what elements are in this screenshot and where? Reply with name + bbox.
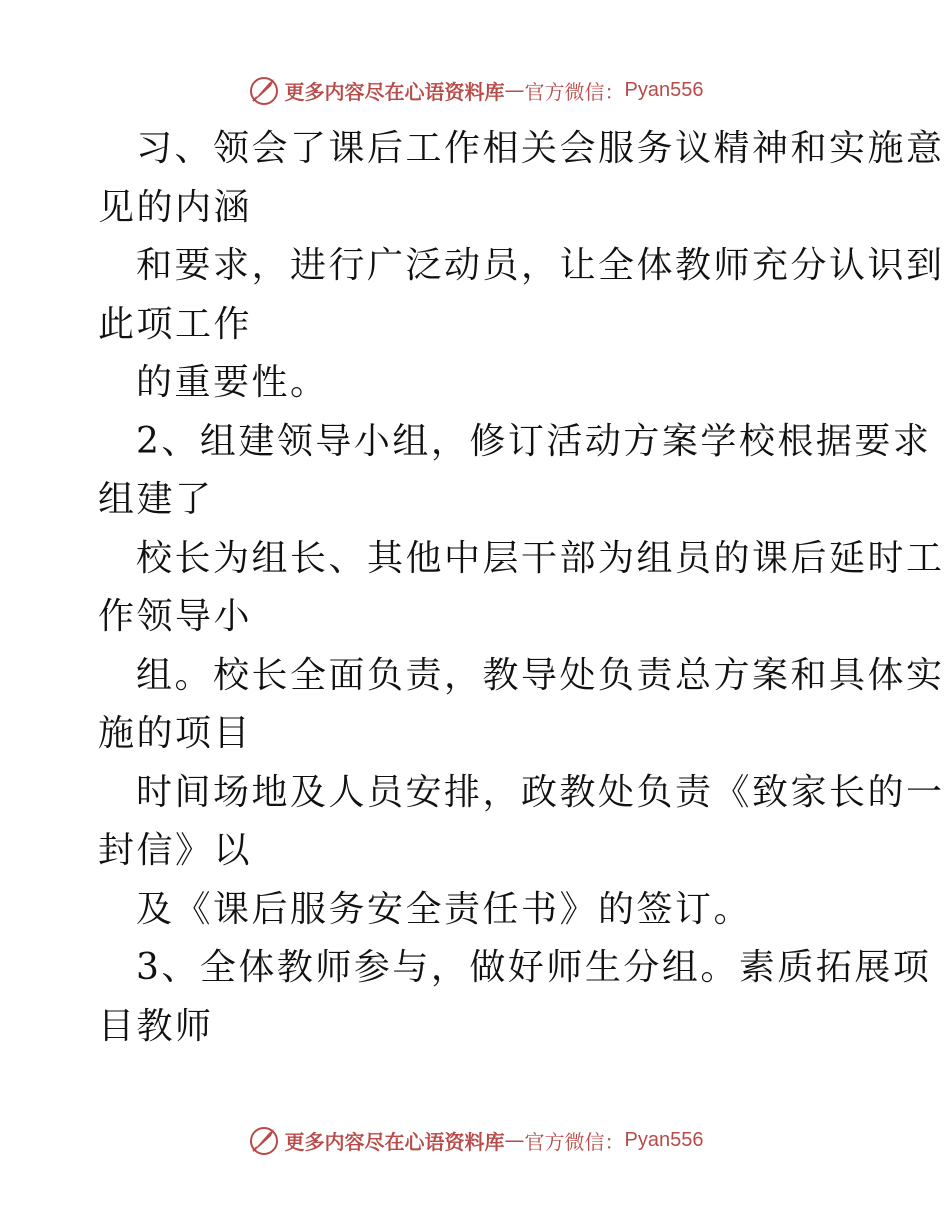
body-line: 时间场地及人员安排，政教处负责《致家长的一 (136, 771, 945, 813)
header-banner-title: 更多内容尽在心语资料库 (284, 79, 505, 104)
body-line: 习、领会了课后工作相关会服务议精神和实施意 (136, 128, 945, 169)
body-line: 组建了 (98, 479, 214, 520)
header-banner (0, 70, 950, 110)
body-line: 封信》以 (98, 830, 253, 871)
body-line: 校长为组长、其他中层干部为组员的课后延时工 (136, 537, 945, 579)
body-line: 的重要性。 (136, 362, 329, 403)
quill-pen-logo-icon (247, 73, 281, 107)
body-line: 此项工作 (98, 303, 253, 345)
document-body (98, 120, 945, 1056)
quill-pen-logo-icon (247, 1123, 281, 1157)
body-line: 见的内涵 (98, 186, 253, 228)
footer-banner-wechat-id: Pyan556 (624, 1128, 704, 1151)
header-banner-dash: — (504, 78, 525, 102)
body-line: 和要求，进行广泛动员，让全体教师充分认识到 (136, 245, 945, 286)
body-line: 施的项目 (98, 713, 253, 754)
footer-banner-title: 更多内容尽在心语资料库 (284, 1129, 505, 1154)
body-line: 作领导小 (98, 596, 253, 637)
body-line: 及《课后服务安全责任书》的签订。 (136, 888, 753, 930)
header-banner-wechat-id: Pyan556 (624, 78, 704, 101)
footer-banner (0, 1120, 950, 1160)
body-line: 目教师 (98, 1005, 214, 1047)
body-line: 组。校长全面负责，教导处负责总方案和具体实 (136, 654, 945, 696)
body-line: 3、全体教师参与，做好师生分组。素质拓展项 (136, 947, 932, 988)
header-banner-subtitle: 官方微信： (524, 79, 625, 104)
footer-banner-subtitle: 官方微信： (524, 1129, 625, 1154)
body-line: 2、组建领导小组，修订活动方案学校根据要求 (136, 420, 932, 462)
footer-banner-dash: — (504, 1128, 525, 1152)
